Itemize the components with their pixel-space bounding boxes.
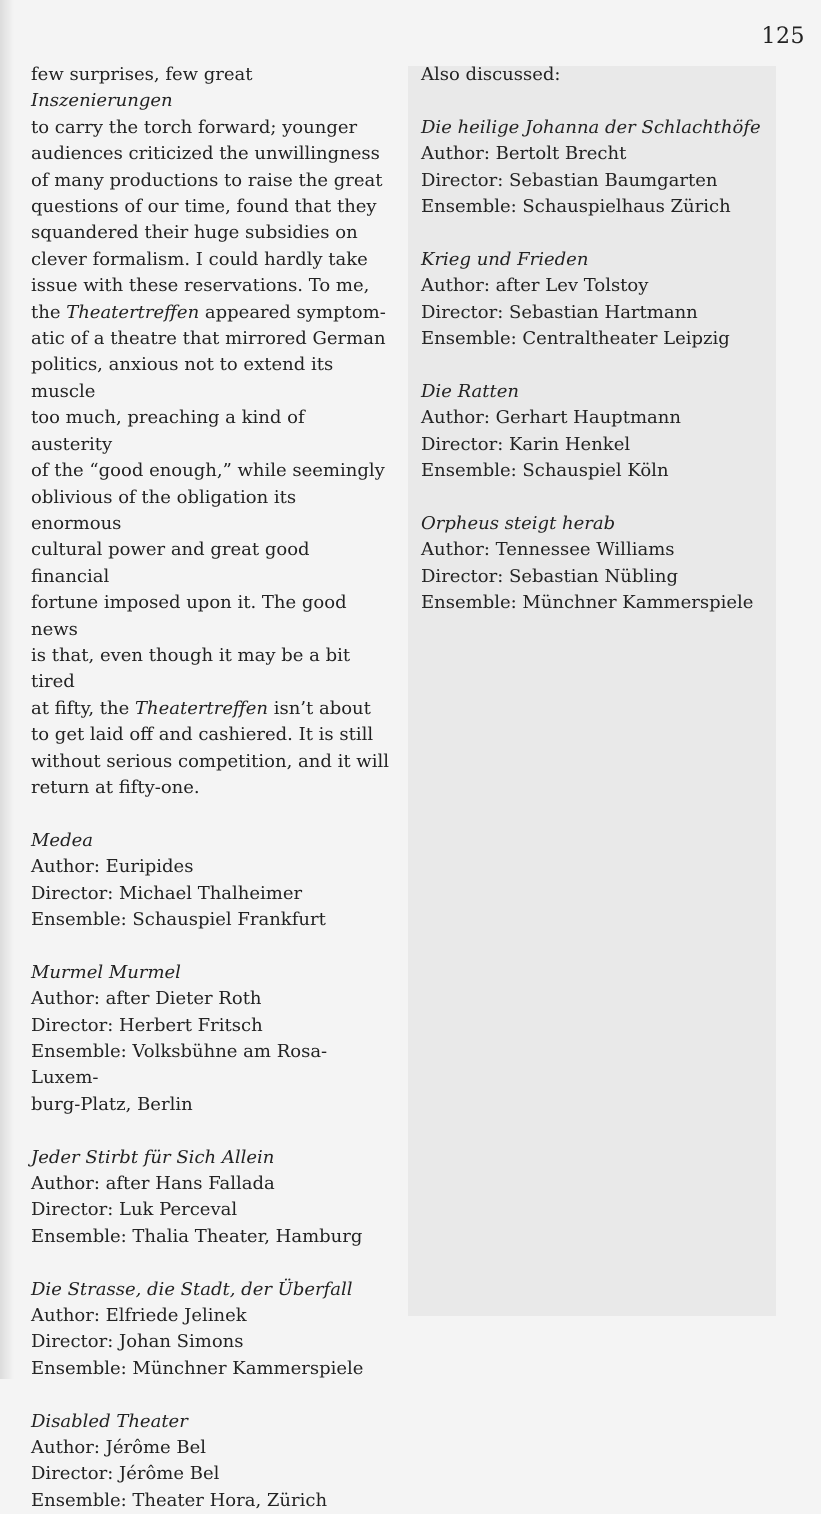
production-credit: Ensemble: Schauspiel Köln — [421, 460, 669, 482]
production-credit: Director: Herbert Fritsch — [31, 1014, 263, 1036]
production-entry — [31, 1409, 391, 1514]
production-list — [31, 828, 391, 1514]
production-credit: Ensemble: Thalia Theater, Hamburg — [31, 1225, 363, 1247]
paragraph-line — [31, 352, 391, 405]
line-text: audiences criticized the unwillingness — [31, 143, 380, 165]
paragraph-line — [31, 141, 391, 167]
production-credit: Author: Euripides — [31, 856, 194, 878]
production-entry — [31, 1277, 391, 1383]
line-text: politics, anxious not to extend its muscle — [31, 354, 334, 402]
production-credit: Director: Sebastian Baumgarten — [421, 169, 718, 191]
line-text: few surprises, few great — [31, 64, 253, 85]
production-credit: Author: Elfriede Jelinek — [31, 1305, 247, 1327]
paragraph-line — [31, 326, 391, 352]
production-credit: Author: Bertolt Brecht — [421, 143, 627, 165]
production-credit: Author: Tennessee Williams — [421, 539, 675, 561]
also-discussed-heading: Also discussed: — [421, 64, 561, 85]
line-text: fortune imposed upon it. The good news — [31, 592, 347, 640]
production-credit: Director: Karin Henkel — [421, 433, 631, 455]
line-text: the — [31, 301, 67, 323]
line-text: questions of our time, found that they — [31, 196, 377, 218]
paragraph-line — [31, 749, 391, 775]
paragraph-line — [31, 537, 391, 590]
paragraph-line — [31, 168, 391, 194]
paragraph-line — [31, 247, 391, 273]
production-credit: Author: Gerhart Hauptmann — [421, 407, 681, 429]
production-credit: Author: after Dieter Roth — [31, 988, 262, 1010]
production-entry — [31, 960, 391, 1118]
production-title: Die heilige Johanna der Schlachthöfe — [421, 116, 761, 138]
line-text: of many productions to raise the great — [31, 169, 383, 191]
paragraph-line — [31, 273, 391, 299]
page-gutter-shadow — [0, 0, 14, 1379]
line-text: to get laid off and cashiered. It is still — [31, 724, 374, 746]
paragraph-line — [31, 696, 391, 722]
production-entry — [31, 828, 391, 934]
production-title: Die Ratten — [421, 380, 519, 402]
production-credit: Ensemble: Münchner Kammerspiele — [31, 1357, 364, 1379]
production-title: Murmel Murmel — [31, 961, 181, 983]
line-text: squandered their huge subsidies on — [31, 222, 358, 244]
production-entry — [421, 511, 781, 617]
paragraph-line — [31, 722, 391, 748]
production-credit: Author: after Lev Tolstoy — [421, 275, 649, 297]
line-text: return at fifty-one. — [31, 776, 200, 798]
production-entry — [421, 379, 781, 485]
line-text: clever formalism. I could hardly take — [31, 248, 368, 270]
line-text: is that, even though it may be a bit tired — [31, 644, 351, 693]
production-title: Die Strasse, die Stadt, der Überfall — [31, 1278, 353, 1300]
production-credit: Author: after Hans Fallada — [31, 1173, 275, 1195]
paragraph-line — [31, 485, 391, 538]
production-title: Jeder Stirbt für Sich Allein — [31, 1146, 275, 1168]
production-credit: Author: Jérôme Bel — [31, 1437, 207, 1459]
production-credit: Ensemble: Theater Hora, Zürich — [31, 1489, 328, 1511]
body-paragraph — [31, 62, 391, 801]
production-credit: Director: Jérôme Bel — [31, 1463, 220, 1485]
paragraph-line — [31, 194, 391, 220]
production-credit: Ensemble: Münchner Kammerspiele — [421, 592, 754, 614]
paragraph-line — [31, 115, 391, 141]
line-text: without serious competition, and it will — [31, 750, 389, 772]
line-italic-text: Inszenierungen — [31, 90, 173, 112]
production-credit: Director: Michael Thalheimer — [31, 882, 303, 904]
production-credit: Ensemble: Centraltheater Leipzig — [421, 328, 730, 350]
line-text: at fifty, the — [31, 697, 136, 719]
paragraph-line — [31, 458, 391, 484]
paragraph-line — [31, 62, 391, 115]
production-credit: Ensemble: Schauspielhaus Zürich — [421, 196, 731, 218]
production-title: Krieg und Frieden — [421, 248, 589, 270]
production-credit: Ensemble: Schauspiel Frankfurt — [31, 908, 326, 930]
line-text: oblivious of the obligation its enormous — [31, 486, 297, 534]
left-column — [31, 62, 391, 1514]
line-italic-text: Theatertreffen — [66, 301, 200, 323]
line-text-after: appeared symptom- — [199, 301, 386, 323]
production-credit: Director: Johan Simons — [31, 1331, 244, 1353]
paragraph-line — [31, 220, 391, 246]
production-credit: burg-Platz, Berlin — [31, 1093, 193, 1115]
line-text: issue with these reservations. To me, — [31, 275, 370, 297]
line-text: to carry the torch forward; younger — [31, 116, 358, 138]
paragraph-line — [31, 643, 391, 696]
line-text: of the “good enough,” while seemingly — [31, 460, 385, 482]
production-credit: Director: Luk Perceval — [31, 1199, 238, 1221]
production-entry — [421, 247, 781, 353]
production-credit: Director: Sebastian Nübling — [421, 565, 678, 587]
production-title: Disabled Theater — [31, 1410, 188, 1432]
production-title: Orpheus steigt herab — [421, 512, 616, 534]
production-entry — [421, 115, 781, 221]
paragraph-line — [31, 300, 391, 326]
production-entry — [31, 1145, 391, 1251]
line-text-after: isn’t about — [267, 697, 371, 719]
line-text: too much, preaching a kind of austerity — [31, 407, 305, 455]
production-credit: Ensemble: Volksbühne am Rosa-Luxem- — [31, 1041, 328, 1089]
line-text: atic of a theatre that mirrored German — [31, 328, 386, 350]
also-discussed-list — [421, 115, 781, 617]
line-text: cultural power and great good financial — [31, 539, 310, 587]
paragraph-line — [31, 405, 391, 458]
production-credit: Director: Sebastian Hartmann — [421, 301, 698, 323]
paragraph-line — [31, 775, 391, 801]
page-number: 125 — [761, 24, 805, 49]
paragraph-line — [31, 590, 391, 643]
line-italic-text: Theatertreffen — [135, 697, 268, 719]
right-column — [421, 62, 781, 616]
production-title: Medea — [31, 829, 93, 851]
